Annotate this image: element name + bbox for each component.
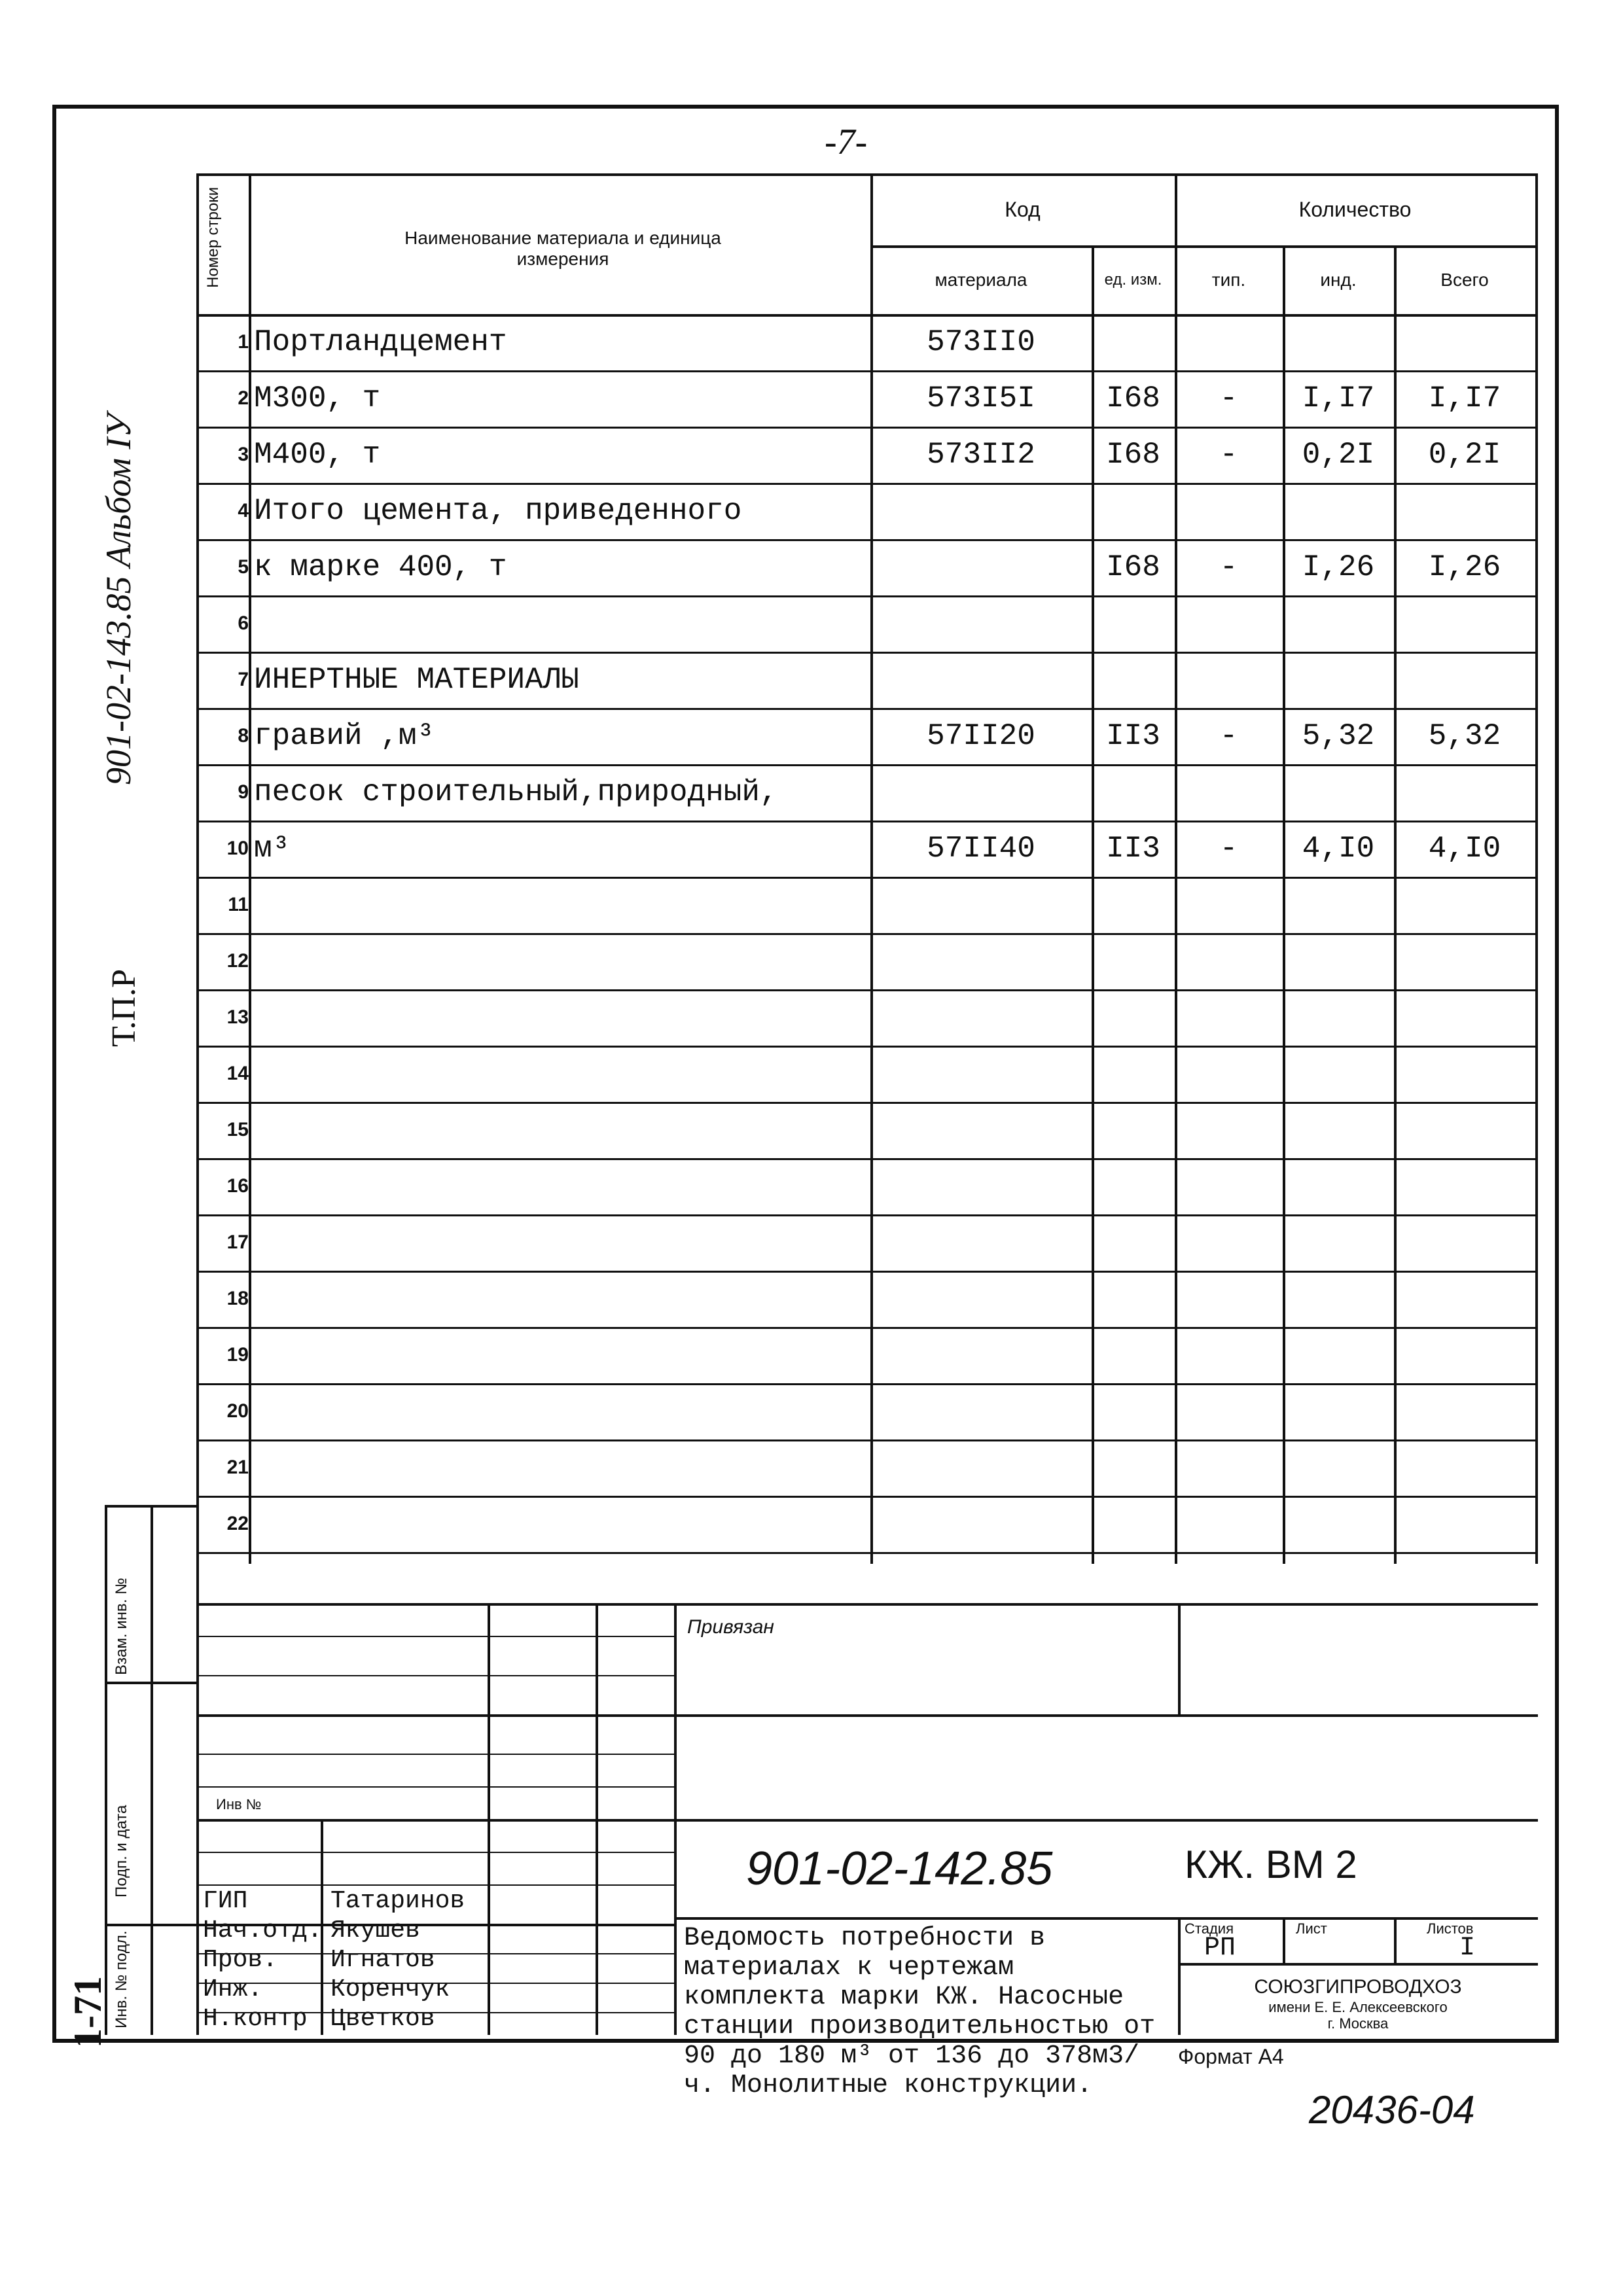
- table-cell-ind: [1283, 483, 1394, 539]
- signer-role: Н.контр: [203, 2005, 308, 2033]
- table-cell-name: [249, 1327, 876, 1383]
- table-cell-total: [1394, 1383, 1535, 1439]
- table-cell-unit: [1092, 652, 1175, 708]
- table-cell-name: [249, 1046, 876, 1102]
- row-number: 1: [238, 331, 249, 353]
- table-cell-code: [870, 1046, 1092, 1102]
- table-cell-code: 57II20: [927, 719, 1035, 753]
- table-cell-total: [1394, 1439, 1535, 1496]
- table-cell-total: [1394, 764, 1535, 821]
- table-cell-ind: [1283, 1439, 1394, 1496]
- table-cell-total: [1394, 933, 1535, 989]
- table-cell-total: [1394, 314, 1535, 370]
- table-cell-unit: I68: [1106, 550, 1160, 584]
- stage-label: Стадия: [1185, 1920, 1234, 1937]
- table-cell-unit: [1092, 1214, 1175, 1271]
- table-cell-typ: [1175, 933, 1283, 989]
- table-cell-total: [1394, 877, 1535, 933]
- header-qty-typ: тип.: [1211, 269, 1246, 290]
- table-cell-ind: [1283, 1383, 1394, 1439]
- table-cell-name: [249, 933, 876, 989]
- format-label: Формат А4: [1178, 2045, 1284, 2068]
- table-cell-code: [870, 1214, 1092, 1271]
- table-cell-ind: [1283, 1158, 1394, 1214]
- signer-role: Инж.: [203, 1975, 263, 2004]
- inv-no-label: Инв №: [216, 1796, 262, 1812]
- mark: КЖ. ВМ 2: [1185, 1843, 1357, 1886]
- table-cell-name: [249, 1439, 876, 1496]
- table-cell-typ: [1175, 1102, 1283, 1158]
- table-cell-name: к марке 400, т: [254, 550, 507, 584]
- privyazan-label: Привязан: [687, 1616, 774, 1638]
- table-cell-typ: -: [1219, 381, 1238, 415]
- row-number: 10: [226, 838, 249, 859]
- table-cell-ind: [1283, 1214, 1394, 1271]
- table-cell-total: I,I7: [1428, 381, 1501, 415]
- table-cell-ind: [1283, 1271, 1394, 1327]
- sheets-value: I: [1459, 1934, 1476, 1963]
- table-cell-total: [1394, 1158, 1535, 1214]
- table-cell-ind: [1283, 933, 1394, 989]
- row-number: 2: [238, 387, 249, 409]
- table-cell-typ: [1175, 652, 1283, 708]
- table-cell-code: [870, 1439, 1092, 1496]
- table-cell-typ: [1175, 1439, 1283, 1496]
- table-cell-ind: 4,I0: [1302, 832, 1375, 866]
- table-cell-unit: II3: [1106, 719, 1160, 753]
- table-cell-name: гравий ,м³: [254, 719, 435, 753]
- row-number: 17: [226, 1231, 249, 1253]
- table-cell-ind: [1283, 1046, 1394, 1102]
- table-cell-name: [249, 1383, 876, 1439]
- table-cell-name: Итого цемента, приведенного: [254, 494, 742, 528]
- album-label: 901-02-143.85 Альбом IУ: [99, 414, 138, 785]
- signer-role: Пров.: [203, 1946, 278, 1974]
- table-cell-code: [870, 1158, 1092, 1214]
- table-cell-total: [1394, 1496, 1535, 1552]
- table-cell-name: [249, 1271, 876, 1327]
- table-cell-total: I,26: [1428, 550, 1501, 584]
- row-number: 20: [226, 1400, 249, 1422]
- description: Ведомость потребности в материалах к чертежам комплекта марки КЖ. Насосные станции производительностью от 90 до 180 м³ от 136 до 378м3/ч. Монолитные конструкции.: [684, 1924, 1156, 2100]
- table-cell-unit: [1092, 1327, 1175, 1383]
- org-city: г. Москва: [1327, 2015, 1389, 2032]
- table-cell-name: [249, 877, 876, 933]
- row-number: 9: [238, 781, 249, 803]
- signer-role: Нач.отд.: [203, 1916, 323, 1945]
- table-cell-name: м³: [254, 832, 291, 866]
- tpr-label: Т.П.Р: [105, 968, 143, 1047]
- row-number: 4: [238, 500, 249, 521]
- signer-name: Татаринов: [330, 1887, 465, 1915]
- table-cell-typ: -: [1219, 438, 1238, 472]
- table-cell-unit: II3: [1106, 832, 1160, 866]
- table-cell-ind: 5,32: [1302, 719, 1375, 753]
- table-cell-typ: [1175, 595, 1283, 652]
- table-cell-typ: [1175, 1496, 1283, 1552]
- vzam-label: Взам. инв. №: [113, 1578, 130, 1675]
- row-number: 22: [226, 1513, 249, 1534]
- table-cell-total: [1394, 595, 1535, 652]
- table-cell-code: [870, 1271, 1092, 1327]
- header-name: Наименование материала и единица измерения: [404, 228, 721, 269]
- table-cell-code: [870, 539, 1092, 595]
- table-cell-total: [1394, 1214, 1535, 1271]
- table-cell-ind: I,I7: [1302, 381, 1375, 415]
- table-cell-ind: I,26: [1302, 550, 1375, 584]
- signer-name: Цветков: [330, 2005, 435, 2033]
- row-number: 5: [238, 556, 249, 578]
- signer-name: Игнатов: [330, 1946, 435, 1974]
- table-cell-unit: [1092, 1271, 1175, 1327]
- table-cell-code: 573I5I: [927, 381, 1035, 415]
- table-cell-total: 5,32: [1428, 719, 1501, 753]
- row-divider: [196, 1552, 1538, 1554]
- table-cell-code: [870, 877, 1092, 933]
- inv-label: Инв. № подл.: [113, 1930, 130, 2028]
- table-cell-ind: [1283, 1496, 1394, 1552]
- table-cell-typ: [1175, 314, 1283, 370]
- table-cell-unit: [1092, 1102, 1175, 1158]
- row-number: 21: [226, 1457, 249, 1478]
- table-cell-typ: [1175, 1383, 1283, 1439]
- table-cell-unit: I68: [1106, 438, 1160, 472]
- table-cell-code: [870, 764, 1092, 821]
- table-cell-typ: [1175, 1158, 1283, 1214]
- table-cell-unit: I68: [1106, 381, 1160, 415]
- table-cell-ind: [1283, 314, 1394, 370]
- table-cell-unit: [1092, 483, 1175, 539]
- table-cell-code: 573II2: [927, 438, 1035, 472]
- table-cell-code: [870, 483, 1092, 539]
- table-cell-ind: [1283, 1102, 1394, 1158]
- table-cell-total: [1394, 1327, 1535, 1383]
- table-cell-code: [870, 595, 1092, 652]
- sheet-ref: 1-71: [66, 1976, 109, 2048]
- row-number: 6: [238, 612, 249, 634]
- table-cell-name: М400, т: [254, 438, 381, 472]
- podp-label: Подп. и дата: [113, 1805, 130, 1898]
- row-number: 18: [226, 1288, 249, 1309]
- header-row-number: Номер строки: [204, 186, 222, 288]
- table-cell-code: 57II40: [927, 832, 1035, 866]
- archive-number: 20436-04: [1309, 2088, 1475, 2132]
- org-name: СОЮЗГИПРОВОДХОЗ: [1254, 1976, 1462, 1998]
- table-cell-code: [870, 933, 1092, 989]
- row-number: 11: [228, 894, 249, 915]
- signer-role: ГИП: [203, 1887, 248, 1915]
- row-number: 14: [226, 1063, 249, 1084]
- table-cell-code: [870, 1102, 1092, 1158]
- sheet-label: Лист: [1296, 1920, 1327, 1937]
- header-qty-total: Всего: [1440, 269, 1489, 290]
- table-cell-total: [1394, 652, 1535, 708]
- stage-value: РП: [1204, 1934, 1236, 1963]
- table-cell-typ: [1175, 483, 1283, 539]
- table-cell-name: М300, т: [254, 381, 381, 415]
- header-code-material: материала: [935, 269, 1027, 290]
- table-cell-name: песок строительный,природный,: [254, 775, 778, 809]
- table-cell-name: [249, 595, 876, 652]
- table-cell-typ: [1175, 989, 1283, 1046]
- table-cell-name: [249, 1158, 876, 1214]
- page-number: -7-: [825, 122, 868, 162]
- org-line2: имени Е. Е. Алексеевского: [1268, 1999, 1448, 2015]
- table-cell-unit: [1092, 314, 1175, 370]
- table-cell-unit: [1092, 877, 1175, 933]
- table-cell-typ: -: [1219, 832, 1238, 866]
- table-cell-typ: -: [1219, 719, 1238, 753]
- header-code: Код: [1005, 197, 1041, 221]
- table-cell-typ: [1175, 1214, 1283, 1271]
- table-cell-code: [870, 989, 1092, 1046]
- sheets-label: Листов: [1427, 1920, 1474, 1937]
- row-number: 3: [238, 444, 249, 465]
- table-cell-typ: [1175, 1046, 1283, 1102]
- table-cell-unit: [1092, 1046, 1175, 1102]
- table-cell-ind: [1283, 764, 1394, 821]
- table-cell-total: [1394, 483, 1535, 539]
- table-cell-total: 4,I0: [1428, 832, 1501, 866]
- table-cell-typ: -: [1219, 550, 1238, 584]
- table-cell-ind: [1283, 595, 1394, 652]
- table-cell-name: ИНЕРТНЫЕ МАТЕРИАЛЫ: [254, 663, 579, 697]
- table-cell-name: Портландцемент: [254, 325, 507, 359]
- table-cell-unit: [1092, 764, 1175, 821]
- table-cell-typ: [1175, 1327, 1283, 1383]
- table-cell-code: [870, 1327, 1092, 1383]
- table-cell-code: [870, 1496, 1092, 1552]
- row-number: 16: [226, 1175, 249, 1197]
- signer-name: Якушев: [330, 1916, 420, 1945]
- row-number: 7: [238, 669, 249, 690]
- table-cell-unit: [1092, 595, 1175, 652]
- row-number: 15: [226, 1119, 249, 1140]
- table-cell-name: [249, 1214, 876, 1271]
- table-cell-unit: [1092, 989, 1175, 1046]
- header-qty: Количество: [1298, 197, 1412, 221]
- doc-code: 901-02-142.85: [746, 1843, 1053, 1895]
- table-cell-unit: [1092, 1158, 1175, 1214]
- table-cell-typ: [1175, 1271, 1283, 1327]
- table-cell-total: [1394, 989, 1535, 1046]
- table-cell-unit: [1092, 1439, 1175, 1496]
- table-cell-typ: [1175, 877, 1283, 933]
- table-cell-name: [249, 1496, 876, 1552]
- row-number: 8: [238, 725, 249, 747]
- table-cell-ind: [1283, 877, 1394, 933]
- table-cell-typ: [1175, 764, 1283, 821]
- table-cell-ind: 0,2I: [1302, 438, 1375, 472]
- table-cell-unit: [1092, 933, 1175, 989]
- table-cell-ind: [1283, 1327, 1394, 1383]
- table-cell-unit: [1092, 1383, 1175, 1439]
- signer-name: Коренчук: [330, 1975, 450, 2004]
- table-cell-name: [249, 1102, 876, 1158]
- table-cell-code: 573II0: [927, 325, 1035, 359]
- table-cell-total: [1394, 1271, 1535, 1327]
- table-cell-unit: [1092, 1496, 1175, 1552]
- table-cell-ind: [1283, 989, 1394, 1046]
- table-cell-total: [1394, 1102, 1535, 1158]
- row-number: 19: [226, 1344, 249, 1366]
- table-cell-name: [249, 989, 876, 1046]
- header-code-unit: ед. изм.: [1104, 270, 1162, 289]
- table-cell-code: [870, 1383, 1092, 1439]
- row-number: 12: [226, 950, 249, 972]
- row-number: 13: [226, 1006, 249, 1028]
- table-cell-code: [870, 652, 1092, 708]
- table-cell-total: 0,2I: [1428, 438, 1501, 472]
- table-cell-total: [1394, 1046, 1535, 1102]
- header-qty-ind: инд.: [1320, 269, 1357, 290]
- table-cell-ind: [1283, 652, 1394, 708]
